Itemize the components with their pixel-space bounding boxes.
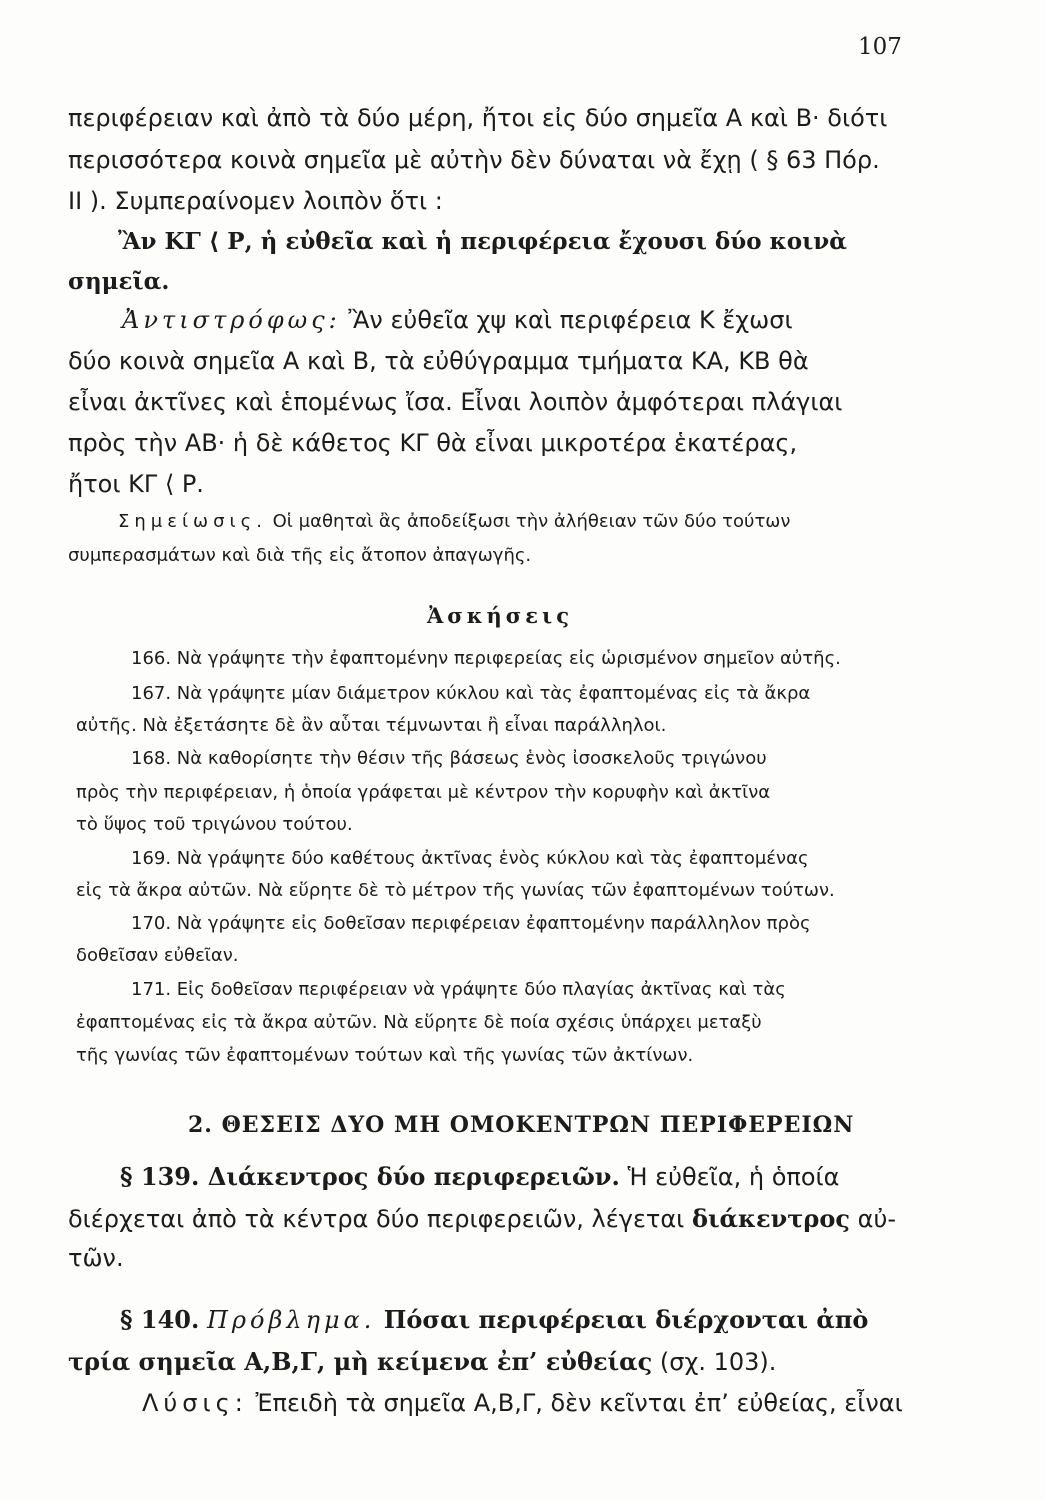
text-line: περισσότερα κοινὰ σημεῖα μὲ αὐτὴν δὲν δύναται νὰ ἔχῃ ( § 63 Πόρ.	[68, 146, 880, 174]
section-139-line	[120, 1162, 839, 1191]
note-label: Σημείωσις.	[118, 511, 267, 532]
theorem-line: Ἂν ΚΓ ⟨ Ρ, ἡ εὐθεῖα καὶ ἡ περιφέρεια ἔχουσι δύο κοινὰ	[118, 228, 847, 255]
problem-statement: τρία σημεῖα Α,Β,Γ, μὴ κείμενα ἐπ’ εὐθείας	[68, 1347, 653, 1376]
section-139-line	[68, 1204, 896, 1233]
exercise-169: 169. Νὰ γράψητε δύο καθέτους ἀκτῖνας ἑνὸς κύκλου καὶ τὰς ἐφαπτομένας	[131, 848, 809, 869]
exercise-166: 166. Νὰ γράψητε τὴν ἐφαπτομένην περιφερείας εἰς ὡρισμένον σημεῖον αὐτῆς.	[131, 648, 841, 669]
text-line: δύο κοινὰ σημεῖα Α καὶ Β, τὰ εὐθύγραμμα τμήματα ΚΑ, ΚΒ θὰ	[68, 347, 809, 375]
term-diakentros: διάκεντρος	[691, 1204, 850, 1233]
theorem-line: σημεῖα.	[68, 268, 170, 295]
problem-statement: Πόσαι περιφέρειαι διέρχονται ἀπὸ	[375, 1305, 869, 1334]
note-line	[118, 511, 790, 532]
text-line	[122, 306, 793, 334]
text-line: πρὸς τὴν ΑΒ· ἡ δὲ κάθετος ΚΓ θὰ εἶναι μικροτέρα ἑκατέρας,	[68, 429, 798, 457]
exercise-171: 171. Εἰς δοθεῖσαν περιφέρειαν νὰ γράψητε δύο πλαγίας ἀκτῖνας καὶ τὰς	[131, 979, 786, 1000]
section-140-line	[68, 1347, 776, 1376]
problem-label: Πρόβλημα.	[207, 1306, 376, 1334]
section-heading: 2. ΘΕΣΕΙΣ ΔΥΟ ΜΗ ΟΜΟΚΕΝΤΡΩΝ ΠΕΡΙΦΕΡΕΙΩΝ	[188, 1112, 855, 1138]
figure-reference: (σχ. 103).	[652, 1348, 777, 1376]
exercise-168-cont: πρὸς τὴν περιφέρειαν, ἡ ὁποία γράφεται μὲ κέντρον τὴν κορυφὴν καὶ ἀκτῖνα	[76, 782, 771, 803]
section-140-line	[120, 1305, 868, 1334]
section-139-title: § 139. Διάκεντρος δύο περιφερειῶν.	[120, 1162, 620, 1191]
section-140-number: § 140.	[120, 1305, 200, 1334]
section-139-text: διέρχεται ἀπὸ τὰ κέντρα δύο περιφερειῶν, λέγεται	[68, 1205, 692, 1233]
section-140-line	[142, 1389, 903, 1417]
section-139-text: αὐ-	[850, 1205, 896, 1233]
text-line: ἤτοι ΚΓ ⟨ Ρ.	[68, 470, 204, 498]
converse-label: Ἀντιστρόφως:	[122, 306, 341, 334]
section-139-line: τῶν.	[68, 1244, 124, 1272]
exercise-170-cont: δοθεῖσαν εὐθεῖαν.	[76, 945, 239, 966]
exercise-168-cont: τὸ ὕψος τοῦ τριγώνου τούτου.	[76, 814, 353, 835]
page-number: 107	[858, 34, 902, 60]
exercise-167-cont: αὐτῆς. Νὰ ἐξετάσητε δὲ ἂν αὗται τέμνωνται ἢ εἶναι παράλληλοι.	[76, 715, 667, 736]
exercise-169-cont: εἰς τὰ ἄκρα αὐτῶν. Νὰ εὕρητε δὲ τὸ μέτρον τῆς γωνίας τῶν ἐφαπτομένων τούτων.	[76, 880, 835, 901]
solution-text: Ἐπειδὴ τὰ σημεῖα Α,Β,Γ, δὲν κεῖνται ἐπ’ εὐθείας, εἶναι	[247, 1389, 903, 1417]
note-text: Οἱ μαθηταὶ ἂς ἀποδείξωσι τὴν ἀλήθειαν τῶν δύο τούτων	[266, 511, 791, 532]
exercise-168: 168. Νὰ καθορίσητε τὴν θέσιν τῆς βάσεως ἑνὸς ἰσοσκελοῦς τριγώνου	[131, 748, 767, 769]
solution-label: Λύσις:	[142, 1389, 248, 1417]
exercise-170: 170. Νὰ γράψητε εἰς δοθεῖσαν περιφέρειαν ἐφαπτομένην παράλληλον πρὸς	[131, 913, 811, 934]
exercise-171-cont: τῆς γωνίας τῶν ἐφαπτομένων τούτων καὶ τῆς γωνίας τῶν ἀκτίνων.	[76, 1045, 694, 1066]
note-line: συμπερασμάτων καὶ διὰ τῆς εἰς ἄτοπον ἀπαγωγῆς.	[68, 545, 532, 566]
exercise-167: 167. Νὰ γράψητε μίαν διάμετρον κύκλου καὶ τὰς ἐφαπτομένας εἰς τὰ ἄκρα	[131, 683, 811, 704]
text-line: ΙΙ ). Συμπεραίνομεν λοιπὸν ὅτι :	[68, 187, 443, 215]
converse-text: Ἂν εὐθεῖα χψ καὶ περιφέρεια Κ ἔχωσι	[340, 306, 793, 334]
section-139-text: Ἡ εὐθεῖα, ἡ ὁποία	[619, 1163, 840, 1191]
text-line: εἶναι ἀκτῖνες καὶ ἑπομένως ἴσα. Εἶναι λοιπὸν ἀμφότεραι πλάγιαι	[68, 388, 843, 416]
text-line: περιφέρειαν καὶ ἀπὸ τὰ δύο μέρη, ἤτοι εἰς δύο σημεῖα Α καὶ Β· διότι	[68, 104, 888, 132]
exercise-171-cont: ἐφαπτομένας εἰς τὰ ἄκρα αὐτῶν. Νὰ εὕρητε δὲ ποία σχέσις ὑπάρχει μεταξὺ	[76, 1012, 762, 1033]
exercises-heading: Ἀσκήσεις	[427, 603, 573, 628]
